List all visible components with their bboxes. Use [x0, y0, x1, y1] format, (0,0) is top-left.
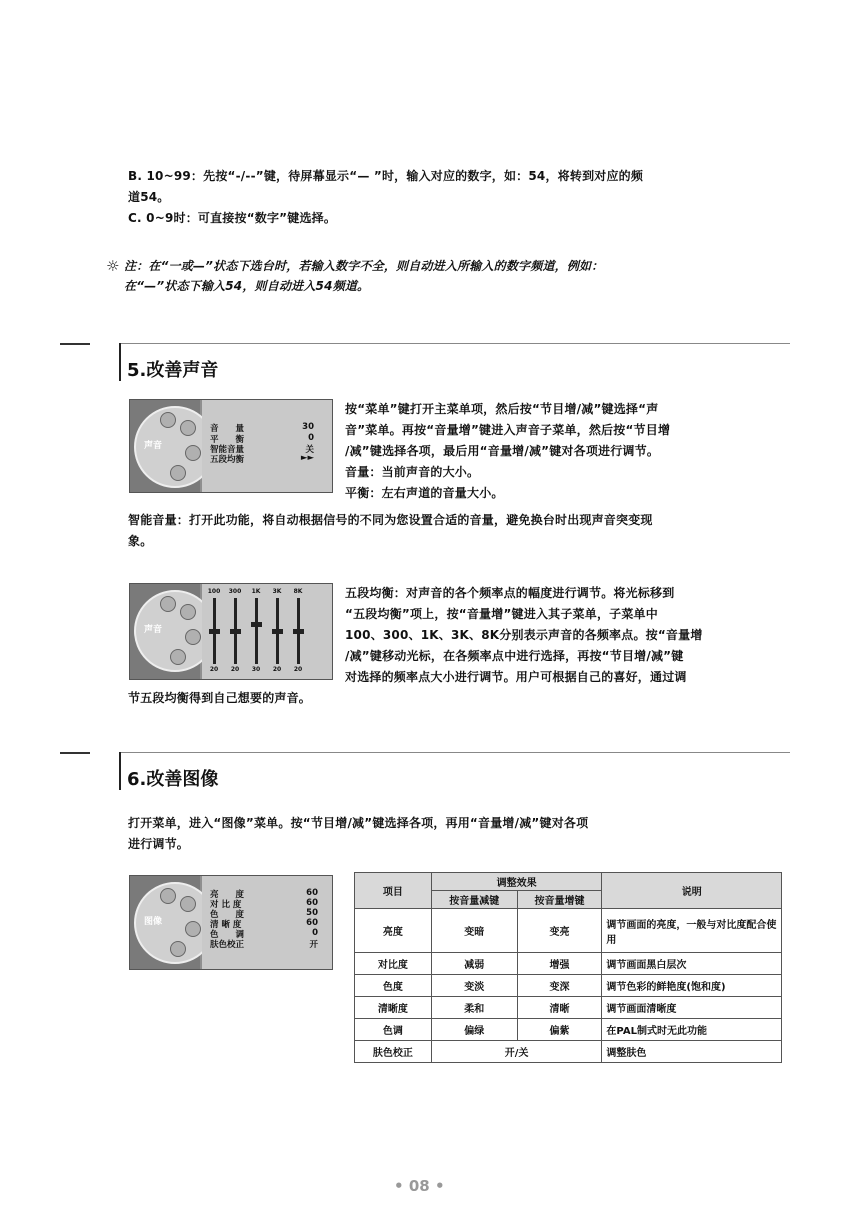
menu-row-value: 0 — [308, 433, 314, 443]
eq-para-4: /减”键移动光标，在各频率点中进行选择，再按“节目增/减”键 — [345, 649, 684, 663]
eq-level-label: 20 — [272, 666, 282, 673]
sound-icon — [180, 604, 196, 620]
header-desc: 说明 — [602, 873, 782, 909]
cell-item: 对比度 — [355, 953, 432, 975]
header-minus: 按音量减键 — [431, 891, 517, 909]
menu-row-value: 0 — [312, 928, 318, 938]
menu-row-value: ►► — [300, 453, 314, 463]
section-rule-right — [120, 752, 790, 753]
page-number — [394, 1177, 445, 1195]
eq-freq-label: 8K — [293, 588, 303, 595]
picture-intro-1: 打开菜单，进入“图像”菜单。按“节目增/减”键选择各项，再用“音量增/减”键对各项 — [128, 816, 589, 830]
eq-knob — [293, 629, 304, 634]
eq-knob — [230, 629, 241, 634]
menu-row-value: 50 — [306, 908, 318, 918]
page-dot-right: • — [434, 1177, 445, 1195]
eq-para-1: 五段均衡：对声音的各个频率点的幅度进行调节。将光标移到 — [345, 586, 675, 600]
eq-slider — [255, 598, 258, 664]
picture-adjustment-table — [354, 872, 782, 1063]
section-title-sound: 5.改善声音 — [127, 360, 219, 381]
picture-icon — [160, 412, 176, 428]
menu-tab-label: 图像 — [144, 917, 163, 927]
cell-item: 亮度 — [355, 909, 432, 953]
cell-item: 肤色校正 — [355, 1041, 432, 1063]
section-rule-left — [60, 343, 90, 345]
section-vbar — [119, 752, 121, 790]
cell-merged: 开/关 — [431, 1041, 602, 1063]
cell-plus: 变亮 — [517, 909, 602, 953]
eq-level-label: 20 — [209, 666, 219, 673]
sound-para-4: 音量：当前声音的大小。 — [345, 465, 480, 479]
menu-row-name: 肤色校正 — [210, 940, 245, 950]
cell-minus: 偏绿 — [431, 1019, 517, 1041]
menu-tab-label: 声音 — [144, 441, 163, 451]
eq-para-last: 节五段均衡得到自己想要的声音。 — [128, 691, 312, 705]
section-vbar — [119, 343, 121, 381]
sound-para-5: 平衡：左右声道的音量大小。 — [345, 486, 504, 500]
cell-desc: 调节画面黑白层次 — [602, 953, 782, 975]
section-rule-left — [60, 752, 90, 754]
cell-desc: 调节画面的亮度，一般与对比度配合使用 — [602, 909, 782, 953]
eq-knob — [209, 629, 220, 634]
menu-row-value: 60 — [306, 898, 318, 908]
table-row — [355, 975, 782, 997]
cell-minus: 变暗 — [431, 909, 517, 953]
section-rule-right — [120, 343, 790, 344]
cell-minus: 变淡 — [431, 975, 517, 997]
table-header-row — [355, 873, 782, 891]
menu-row-value: 60 — [306, 888, 318, 898]
sound-icon — [180, 420, 196, 436]
menu-row-value: 30 — [302, 422, 314, 432]
menu-row-name: 音 量 — [210, 424, 245, 434]
setup-icon — [185, 921, 201, 937]
cell-desc: 调整肤色 — [602, 1041, 782, 1063]
menu-row-name: 色 调 — [210, 930, 245, 940]
table-row — [355, 909, 782, 953]
menu-row-name: 清 晰 度 — [210, 920, 242, 930]
smart-volume-line-2: 象。 — [128, 534, 153, 548]
picture-menu-thumbnail — [129, 875, 333, 970]
cell-plus: 清晰 — [517, 997, 602, 1019]
eq-freq-label: 3K — [272, 588, 282, 595]
menu-row-value: 60 — [306, 918, 318, 928]
setup-icon — [185, 629, 201, 645]
cell-plus: 增强 — [517, 953, 602, 975]
note-line-1: 注：在“一或—”状态下选台时，若输入数字不全，则自动进入所输入的数字频道，例如： — [124, 259, 604, 273]
function-icon — [170, 941, 186, 957]
picture-intro-2: 进行调节。 — [128, 837, 190, 851]
header-plus: 按音量增键 — [517, 891, 602, 909]
eq-level-label: 20 — [230, 666, 240, 673]
picture-icon — [160, 888, 176, 904]
section-title-picture: 6.改善图像 — [127, 769, 219, 790]
menu-row-name: 亮 度 — [210, 890, 245, 900]
page-number-value: 08 — [408, 1177, 430, 1195]
menu-row-name: 对 比 度 — [210, 900, 242, 910]
smart-volume-line-1: 智能音量：打开此功能，将自动根据信号的不同为您设置合适的音量，避免换台时出现声音突变现 — [128, 513, 653, 527]
table-row — [355, 1019, 782, 1041]
cell-minus: 减弱 — [431, 953, 517, 975]
sound-para-1: 按“菜单”键打开主菜单项，然后按“节目增/减”键选择“声 — [345, 402, 659, 416]
sound-para-3: /减”键选择各项，最后用“音量增/减”键对各项进行调节。 — [345, 444, 660, 458]
menu-tab-label: 声音 — [144, 625, 163, 635]
eq-para-2: “五段均衡”项上，按“音量增”键进入其子菜单，子菜单中 — [345, 607, 658, 621]
text-line-b1: B. 10~99：先按“-/--”键，待屏幕显示“— ”时，输入对应的数字，如：54，将转到对应的频 — [128, 169, 644, 183]
menu-row-name: 色 度 — [210, 910, 245, 920]
page-dot-left: • — [394, 1177, 404, 1195]
sound-icon — [180, 896, 196, 912]
cell-plus: 偏紫 — [517, 1019, 602, 1041]
menu-row-name: 平 衡 — [210, 435, 245, 445]
cell-item: 清晰度 — [355, 997, 432, 1019]
sound-menu-thumbnail — [129, 399, 333, 493]
cell-desc: 调节画面清晰度 — [602, 997, 782, 1019]
menu-row-value: 开 — [309, 940, 318, 950]
eq-freq-label: 300 — [228, 588, 242, 595]
setup-icon — [185, 445, 201, 461]
text-line-b2: 道54。 — [128, 190, 170, 204]
eq-knob — [272, 629, 283, 634]
sound-para-2: 音”菜单。再按“音量增”键进入声音子菜单，然后按“节目增 — [345, 423, 671, 437]
table-row — [355, 953, 782, 975]
eq-freq-label: 100 — [207, 588, 221, 595]
function-icon — [170, 649, 186, 665]
equalizer-menu-thumbnail — [129, 583, 333, 680]
menu-row-name: 智能音量 — [210, 445, 245, 455]
cell-desc: 在PAL制式时无此功能 — [602, 1019, 782, 1041]
cell-item: 色度 — [355, 975, 432, 997]
eq-level-label: 30 — [251, 666, 261, 673]
cell-desc: 调节色彩的鲜艳度(饱和度) — [602, 975, 782, 997]
menu-row-name: 五段均衡 — [210, 455, 245, 465]
function-icon — [170, 465, 186, 481]
header-item: 项目 — [355, 873, 432, 909]
table-row — [355, 997, 782, 1019]
eq-para-5: 对选择的频率点大小进行调节。用户可根据自己的喜好，通过调 — [345, 670, 687, 684]
sun-icon: ☼ — [106, 257, 120, 275]
eq-para-3: 100、300、1K、3K、8K分别表示声音的各频率点。按“音量增 — [345, 628, 703, 642]
note-line-2: 在“—”状态下输入54，则自动进入54频道。 — [124, 279, 370, 293]
picture-icon — [160, 596, 176, 612]
menu-row-value: 关 — [305, 445, 314, 455]
header-effect: 调整效果 — [431, 873, 602, 891]
cell-minus: 柔和 — [431, 997, 517, 1019]
eq-knob — [251, 622, 262, 627]
cell-item: 色调 — [355, 1019, 432, 1041]
eq-freq-label: 1K — [251, 588, 261, 595]
cell-plus: 变深 — [517, 975, 602, 997]
text-line-c: C. 0~9时：可直接按“数字”键选择。 — [128, 211, 337, 225]
table-row — [355, 1041, 782, 1063]
eq-level-label: 20 — [293, 666, 303, 673]
